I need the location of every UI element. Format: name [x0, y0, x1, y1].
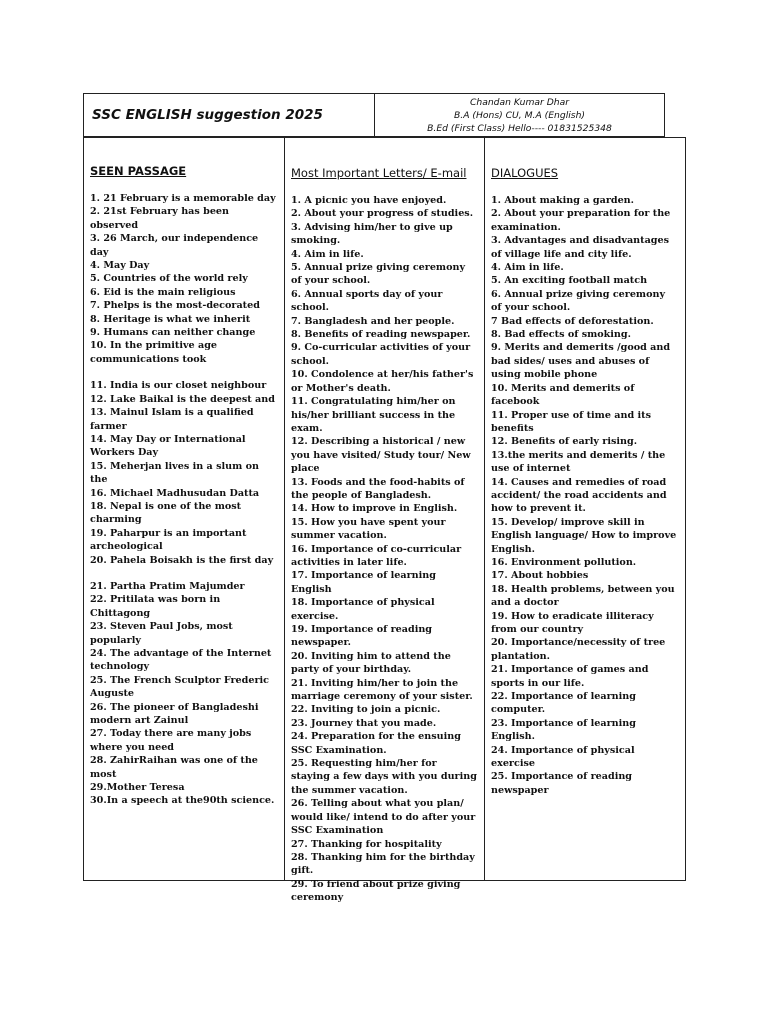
- dialogue-item: 18. Health problems, between you and a doctor: [491, 583, 675, 609]
- dialogues-column: [485, 138, 685, 880]
- dialogue-item: 6. Annual prize giving ceremony of your school.: [491, 288, 666, 314]
- dialogue-item: 11. Proper use of time and its benefits: [491, 409, 651, 434]
- letter-item: 9. Co-curricular activities of your school.: [291, 342, 471, 367]
- suggestion-table: [83, 137, 686, 904]
- seen-passage-item: 28. ZahirRaihan was one of the most: [90, 755, 258, 780]
- letter-item: 13. Foods and the food-habits of the people of Bangladesh.: [291, 476, 465, 501]
- letter-item: 27. Thanking for hospitality: [291, 838, 442, 850]
- seen-passage-item: 3. 26 March, our independence day: [90, 233, 259, 258]
- seen-passage-heading: SEEN PASSAGE: [90, 164, 187, 178]
- dialogue-item: 3. Advantages and disadvantages of village life and city life.: [491, 235, 670, 260]
- letter-item: 2. About your progress of studies.: [291, 208, 474, 220]
- dialogue-item: 13.the merits and demerits / the use of internet: [491, 449, 666, 475]
- dialogue-item: 20. Importance/necessity of tree plantation.: [491, 637, 666, 662]
- dialogue-item: 10. Merits and demerits of facebook: [491, 382, 635, 408]
- letter-item: 21. Inviting him/her to join the marriage ceremony of your sister.: [291, 677, 473, 703]
- dialogue-item: 19. How to eradicate illiteracy from our country: [491, 610, 654, 635]
- dialogue-item: 24. Importance of physical exercise: [491, 744, 635, 770]
- seen-passage-item: 25. The French Sculptor Frederic Auguste: [90, 674, 269, 700]
- dialogue-item: 22. Importance of learning computer.: [491, 691, 636, 716]
- dialogue-item: 7 Bad effects of deforestation.: [491, 315, 654, 327]
- seen-passage-item: 27. Today there are many jobs where you need: [90, 728, 252, 753]
- seen-passage-item: 1. 21 February is a memorable day: [90, 193, 276, 204]
- dialogue-item: 5. An exciting football match: [491, 275, 648, 287]
- dialogue-item: 14. Causes and remedies of road accident/ the road accidents and how to prevent it.: [491, 476, 667, 515]
- letters-list: [291, 194, 477, 905]
- author-contact: B.Ed (First Class) Hello---- 01831525348: [427, 122, 612, 134]
- seen-passage-item: 11. India is our closet neighbour: [90, 380, 267, 392]
- seen-passage-item: 24. The advantage of the Internet technology: [90, 648, 272, 673]
- seen-passage-item: 18. Nepal is one of the most charming: [90, 500, 242, 526]
- letter-item: 6. Annual sports day of your school.: [291, 288, 443, 314]
- dialogue-item: 9. Merits and demerits /good and bad sides/ uses and abuses of using mobile phone: [491, 342, 671, 381]
- seen-passage-item: 13. Mainul Islam is a qualified farmer: [90, 407, 254, 432]
- dialogues-heading: DIALOGUES: [491, 166, 559, 180]
- seen-passage-item: 20. Pahela Boisakh is the first day: [90, 554, 274, 566]
- letter-item: 16. Importance of co-curricular activities in later life.: [291, 543, 462, 568]
- letter-item: 23. Journey that you made.: [291, 717, 437, 729]
- seen-passage-item: 8. Heritage is what we inherit: [90, 313, 251, 325]
- seen-passage-column: [84, 138, 285, 880]
- dialogue-item: 25. Importance of reading newspaper: [491, 771, 633, 796]
- dialogue-item: 8. Bad effects of smoking.: [491, 329, 631, 341]
- author-cell: [375, 94, 664, 136]
- letter-item: 14. How to improve in English.: [291, 503, 458, 515]
- seen-passage-item: 26. The pioneer of Bangladeshi modern art Zainul: [90, 701, 259, 727]
- seen-passage-item: 19. Paharpur is an important archeological: [90, 527, 247, 553]
- seen-passage-item: 10. In the primitive age communications took: [90, 340, 218, 365]
- seen-passage-item: 23. Steven Paul Jobs, most popularly: [90, 621, 233, 646]
- title-cell: [84, 94, 375, 136]
- letter-item: 22. Inviting to join a picnic.: [291, 704, 441, 716]
- letters-heading: Most Important Letters/ E-mail: [291, 166, 467, 180]
- letters-column: [285, 138, 485, 904]
- dialogues-list: [491, 194, 678, 797]
- seen-passage-item: 30.In a speech at the90th science.: [90, 795, 275, 807]
- dialogue-item: 21. Importance of games and sports in our life.: [491, 664, 649, 689]
- dialogue-item: 1. About making a garden.: [491, 195, 634, 206]
- seen-passage-list: [90, 192, 277, 808]
- letter-item: 19. Importance of reading newspaper.: [291, 624, 433, 649]
- seen-passage-item: 21. Partha Pratim Majumder: [90, 580, 245, 592]
- letter-item: 11. Congratulating him/her on his/her brilliant success in the exam.: [291, 396, 456, 434]
- seen-passage-item: 5. Countries of the world rely: [90, 273, 248, 285]
- seen-passage-item: 12. Lake Baikal is the deepest and: [90, 393, 275, 405]
- seen-passage-item: 29.Mother Teresa: [90, 782, 185, 794]
- seen-passage-item: 4. May Day: [90, 260, 150, 272]
- seen-passage-item: 2. 21st February has been observed: [90, 206, 230, 231]
- letter-item: 28. Thanking him for the birthday gift.: [291, 851, 475, 877]
- letter-item: 26. Telling about what you plan/ would like/ intend to do after your SSC Examination: [291, 798, 476, 837]
- letter-item: 25. Requesting him/her for staying a few days with you during the summer vacation.: [291, 758, 477, 796]
- letter-item: 17. Importance of learning English: [291, 570, 436, 595]
- seen-passage-item: 22. Pritilata was born in Chittagong: [90, 594, 221, 619]
- dialogue-item: 4. Aim in life.: [491, 262, 564, 274]
- letter-item: 20. Inviting him to attend the party of your birthday.: [291, 650, 451, 676]
- letter-item: 4. Aim in life.: [291, 248, 364, 260]
- seen-passage-item: 15. Meherjan lives in a slum on the: [90, 460, 260, 486]
- seen-passage-item: 16. Michael Madhusudan Datta: [90, 487, 260, 499]
- seen-passage-item: 7. Phelps is the most-decorated: [90, 300, 260, 312]
- dialogue-item: 17. About hobbies: [491, 570, 589, 582]
- letter-item: 3. Advising him/her to give up smoking.: [291, 221, 453, 247]
- letter-item: 1. A picnic you have enjoyed.: [291, 195, 447, 206]
- dialogue-item: 23. Importance of learning English.: [491, 717, 636, 743]
- dialogue-item: 16. Environment pollution.: [491, 556, 637, 568]
- dialogue-item: 12. Benefits of early rising.: [491, 436, 638, 448]
- author-degree: B.A (Hons) CU, M.A (English): [453, 109, 586, 121]
- letter-item: 8. Benefits of reading newspaper.: [291, 329, 471, 341]
- header-table: [83, 93, 665, 137]
- document-title: SSC ENGLISH suggestion 2025: [92, 107, 323, 123]
- dialogue-item: 15. Develop/ improve skill in English language/ How to improve English.: [491, 516, 677, 555]
- letter-item: 5. Annual prize giving ceremony of your school.: [291, 262, 466, 287]
- seen-passage-item: 14. May Day or International Workers Day: [90, 433, 246, 459]
- dialogue-item: 2. About your preparation for the examination.: [491, 208, 671, 233]
- letter-item: 29. To friend about prize giving ceremony: [291, 878, 461, 904]
- letter-item: 7. Bangladesh and her people.: [291, 315, 455, 327]
- letter-item: 18. Importance of physical exercise.: [291, 597, 435, 622]
- author-name: Chandan Kumar Dhar: [469, 96, 570, 108]
- letter-item: 24. Preparation for the ensuing SSC Examination.: [291, 731, 461, 756]
- seen-passage-item: 6. Eid is the main religious: [90, 286, 236, 298]
- seen-passage-item: 9. Humans can neither change: [90, 327, 256, 339]
- letter-item: 12. Describing a historical / new you have visited/ Study tour/ New place: [291, 436, 471, 475]
- letter-item: 10. Condolence at her/his father's or Mother's death.: [291, 369, 474, 394]
- letter-item: 15. How you have spent your summer vacation.: [291, 516, 446, 542]
